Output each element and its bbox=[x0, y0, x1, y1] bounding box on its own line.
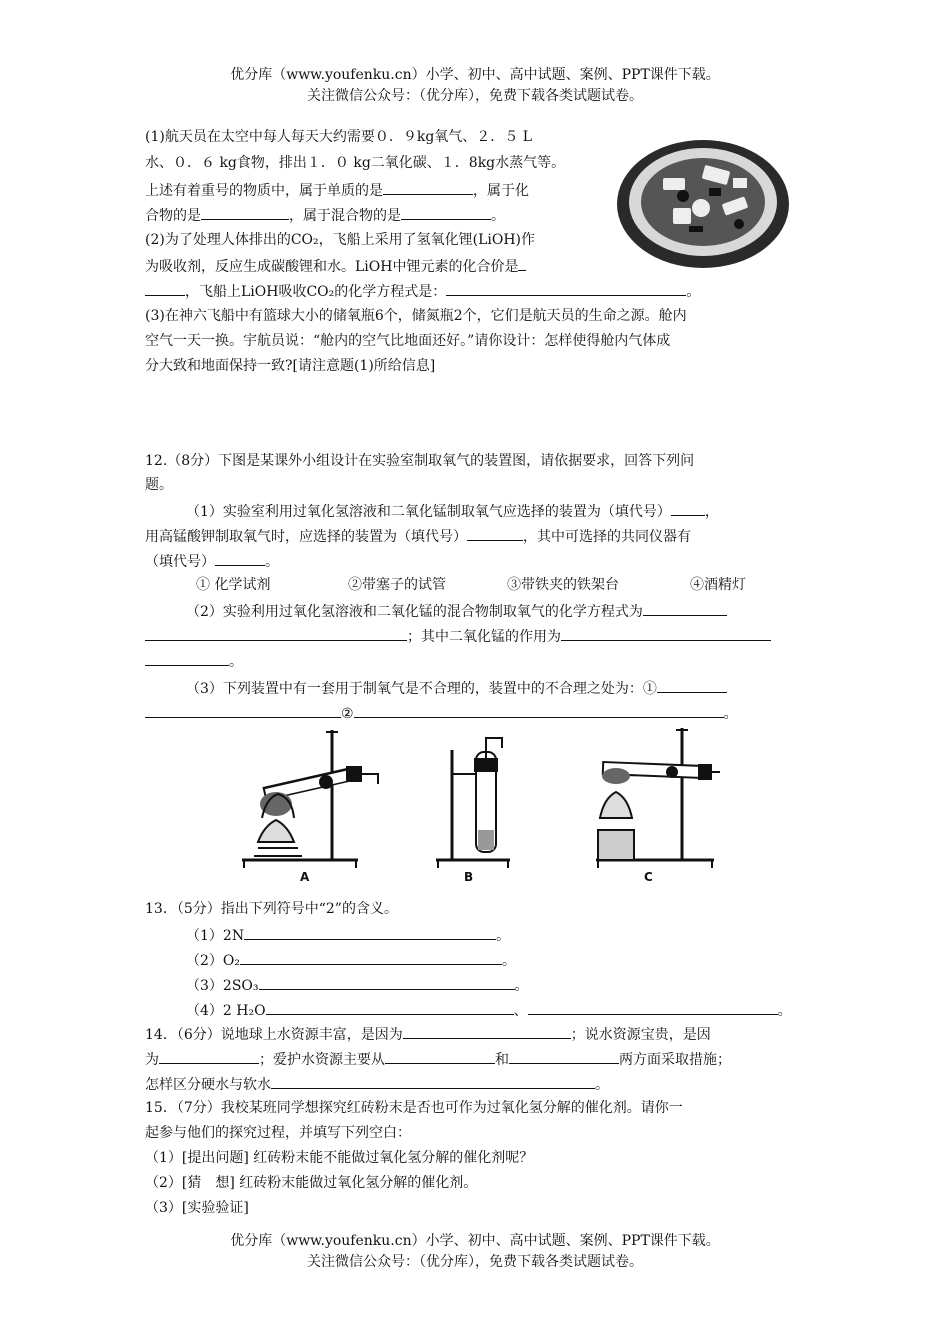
answer-blank[interactable] bbox=[244, 925, 496, 940]
answer-blank[interactable] bbox=[145, 703, 341, 718]
answer-blank[interactable] bbox=[271, 1074, 595, 1089]
q12-text: 。 bbox=[229, 654, 243, 670]
q13-symbol: （4）2 H₂O bbox=[186, 1003, 266, 1019]
figure-label-a: A bbox=[300, 870, 310, 884]
q12-text: ，其中可选择的共同仪器有 bbox=[523, 529, 691, 545]
header-line-1: 优分库（www.youfenku.cn）小学、初中、高中试题、案例、PPT课件下载。 bbox=[230, 67, 720, 83]
answer-blank[interactable] bbox=[401, 205, 491, 220]
answer-blank[interactable] bbox=[446, 281, 686, 296]
answer-blank[interactable] bbox=[643, 601, 727, 616]
q12-option-2: ②带塞子的试管 bbox=[348, 577, 446, 593]
q14-text: 。 bbox=[595, 1077, 609, 1093]
q14-text: ；爱护水资源主要从 bbox=[259, 1052, 385, 1068]
q11-p2-line3 bbox=[145, 281, 700, 301]
q13-text: 。 bbox=[777, 1003, 792, 1019]
q13-text: 、 bbox=[513, 1003, 528, 1019]
q13-text: 。 bbox=[502, 953, 516, 969]
q11-text: 为吸收剂，反应生成碳酸锂和水。LiOH中锂元素的化合价是 bbox=[145, 259, 519, 275]
q12-text: （2）实验利用过氧化氢溶液和二氧化锰的混合物制取氧气的化学方程式为 bbox=[186, 604, 643, 620]
q13-item-3 bbox=[186, 975, 529, 995]
q11-p2-line2 bbox=[145, 256, 526, 276]
answer-blank[interactable] bbox=[528, 1000, 778, 1015]
answer-blank[interactable] bbox=[657, 678, 727, 693]
answer-blank[interactable] bbox=[383, 180, 473, 195]
q12-line5 bbox=[145, 551, 279, 571]
q12-line10 bbox=[186, 678, 727, 698]
q12-text: 用高锰酸钾制取氧气时，应选择的装置为（填代号） bbox=[145, 529, 467, 545]
q12-line4 bbox=[145, 526, 691, 546]
q12-line9 bbox=[145, 651, 243, 671]
answer-blank[interactable] bbox=[240, 950, 502, 965]
q11-p1-line1: (1)航天员在太空中每人每天大约需要０．９kg氧气、２．５ L bbox=[145, 129, 533, 145]
answer-blank[interactable] bbox=[201, 205, 289, 220]
answer-blank[interactable] bbox=[385, 1049, 495, 1064]
q11-p3-line2: 空气一天一换。宇航员说：“舱内的空气比地面还好。”请你设计：怎样使得舱内气体成 bbox=[145, 333, 671, 349]
answer-blank[interactable] bbox=[259, 975, 515, 990]
q13-symbol: （1）2N bbox=[186, 928, 245, 944]
q14-text: 14．（6分）说地球上水资源丰富，是因为 bbox=[145, 1027, 403, 1043]
answer-blank[interactable] bbox=[266, 1000, 514, 1015]
figure-label-b: B bbox=[464, 870, 474, 884]
q14-line2 bbox=[145, 1049, 731, 1069]
q12-text: ② bbox=[341, 706, 354, 722]
q12-line1: 12.（8分）下图是某课外小组设计在实验室制取氧气的装置图，请依据要求，回答下列问 bbox=[145, 453, 695, 469]
q11-text: ，属于化 bbox=[473, 183, 529, 199]
q11-p1-line2: 水、０．６ kg食物，排出１．０ kg二氧化碳、１．8kg水蒸气等。 bbox=[145, 155, 566, 171]
q12-text: （3）下列装置中有一套用于制氧气是不合理的，装置中的不合理之处为：① bbox=[186, 681, 657, 697]
q15-line4: （2）[猜 想] 红砖粉末能做过氧化氢分解的催化剂。 bbox=[145, 1175, 478, 1191]
q11-p2-line1: (2)为了处理人体排出的CO₂，飞船上采用了氢氧化锂(LiOH)作 bbox=[145, 232, 536, 248]
q11-text: ，飞船上LiOH吸收CO₂的化学方程式是： bbox=[185, 284, 447, 300]
q12-text: ；其中二氧化锰的作用为 bbox=[407, 629, 561, 645]
answer-blank[interactable] bbox=[403, 1024, 571, 1039]
footer-line-1: 优分库（www.youfenku.cn）小学、初中、高中试题、案例、PPT课件下载。 bbox=[230, 1233, 720, 1249]
q12-text: 。 bbox=[723, 706, 738, 722]
q15-line3: （1）[提出问题] 红砖粉末能不能做过氧化氢分解的催化剂呢？ bbox=[145, 1150, 534, 1166]
q12-line8 bbox=[145, 626, 771, 646]
answer-blank[interactable] bbox=[518, 256, 526, 271]
q11-text: 。 bbox=[686, 284, 701, 300]
q11-p3-line1: (3)在神六飞船中有篮球大小的储氧瓶6个，储氮瓶2个，它们是航天员的生命之源。舱内 bbox=[145, 308, 687, 324]
q11-text: 。 bbox=[491, 208, 505, 224]
q12-line11 bbox=[145, 703, 738, 723]
q13-text: 。 bbox=[514, 978, 529, 994]
q11-p1-line4 bbox=[145, 205, 505, 225]
apparatus-figure bbox=[240, 722, 720, 887]
q15-line5: （3）[实验验证] bbox=[145, 1200, 249, 1216]
q13-symbol: （2）O₂ bbox=[186, 953, 240, 969]
q13-item-2 bbox=[186, 950, 516, 970]
q13-item-4 bbox=[186, 1000, 792, 1020]
q15-line1: 15．（7分）我校某班同学想探究红砖粉末是否也可作为过氧化氢分解的催化剂。请你一 bbox=[145, 1100, 683, 1116]
q12-line7 bbox=[186, 601, 727, 621]
answer-blank[interactable] bbox=[354, 703, 724, 718]
answer-blank[interactable] bbox=[145, 626, 407, 641]
q14-line3 bbox=[145, 1074, 609, 1094]
q14-line1 bbox=[145, 1024, 711, 1044]
q13-item-1 bbox=[186, 925, 510, 945]
answer-blank[interactable] bbox=[145, 281, 185, 296]
q14-text: 怎样区分硬水与软水 bbox=[145, 1077, 271, 1093]
q15-line2: 起参与他们的探究过程，并填写下列空白： bbox=[145, 1125, 411, 1141]
figure-label-c: C bbox=[644, 870, 653, 884]
footer-line-2: 关注微信公众号：（优分库），免费下载各类试题试卷。 bbox=[307, 1254, 643, 1270]
q11-text: 上述有着重号的物质中，属于单质的是 bbox=[145, 183, 383, 199]
header-line-2: 关注微信公众号：（优分库），免费下载各类试题试卷。 bbox=[307, 88, 643, 104]
spacecraft-food-photo bbox=[613, 138, 791, 271]
answer-blank[interactable] bbox=[159, 1049, 259, 1064]
q12-line3 bbox=[186, 501, 719, 521]
answer-blank[interactable] bbox=[671, 501, 705, 516]
q14-text: ；说水资源宝贵，是因 bbox=[570, 1027, 711, 1043]
q12-text: （1）实验室利用过氧化氢溶液和二氧化锰制取氧气应选择的装置为（填代号） bbox=[186, 504, 671, 520]
answer-blank[interactable] bbox=[145, 651, 229, 666]
q13-symbol: （3）2SO₃ bbox=[186, 978, 259, 994]
apparatus-b bbox=[436, 738, 510, 868]
q12-text: 。 bbox=[265, 554, 279, 570]
q12-option-1: ① 化学试剂 bbox=[196, 577, 271, 593]
answer-blank[interactable] bbox=[509, 1049, 619, 1064]
q13-text: 。 bbox=[496, 928, 511, 944]
apparatus-c bbox=[596, 728, 720, 868]
answer-blank[interactable] bbox=[467, 526, 523, 541]
q12-text: （填代号） bbox=[145, 554, 215, 570]
answer-blank[interactable] bbox=[215, 551, 265, 566]
q11-text: 合物的是 bbox=[145, 208, 201, 224]
q11-p1-line3 bbox=[145, 180, 529, 200]
q12-option-4: ④酒精灯 bbox=[690, 577, 746, 593]
q14-text: 和 bbox=[495, 1052, 509, 1068]
q12-option-3: ③带铁夹的铁架台 bbox=[507, 577, 619, 593]
q14-text: 两方面采取措施； bbox=[619, 1052, 731, 1068]
q14-text: 为 bbox=[145, 1052, 159, 1068]
q11-p3-line3: 分大致和地面保持一致?[请注意题(1)所给信息] bbox=[145, 358, 436, 374]
q13-title: 13．（5分）指出下列符号中“2”的含义。 bbox=[145, 901, 398, 917]
q11-text: ，属于混合物的是 bbox=[289, 208, 401, 224]
q12-line2: 题。 bbox=[145, 477, 173, 493]
q12-text: ， bbox=[704, 504, 719, 520]
apparatus-a bbox=[242, 730, 378, 868]
answer-blank[interactable] bbox=[561, 626, 771, 641]
